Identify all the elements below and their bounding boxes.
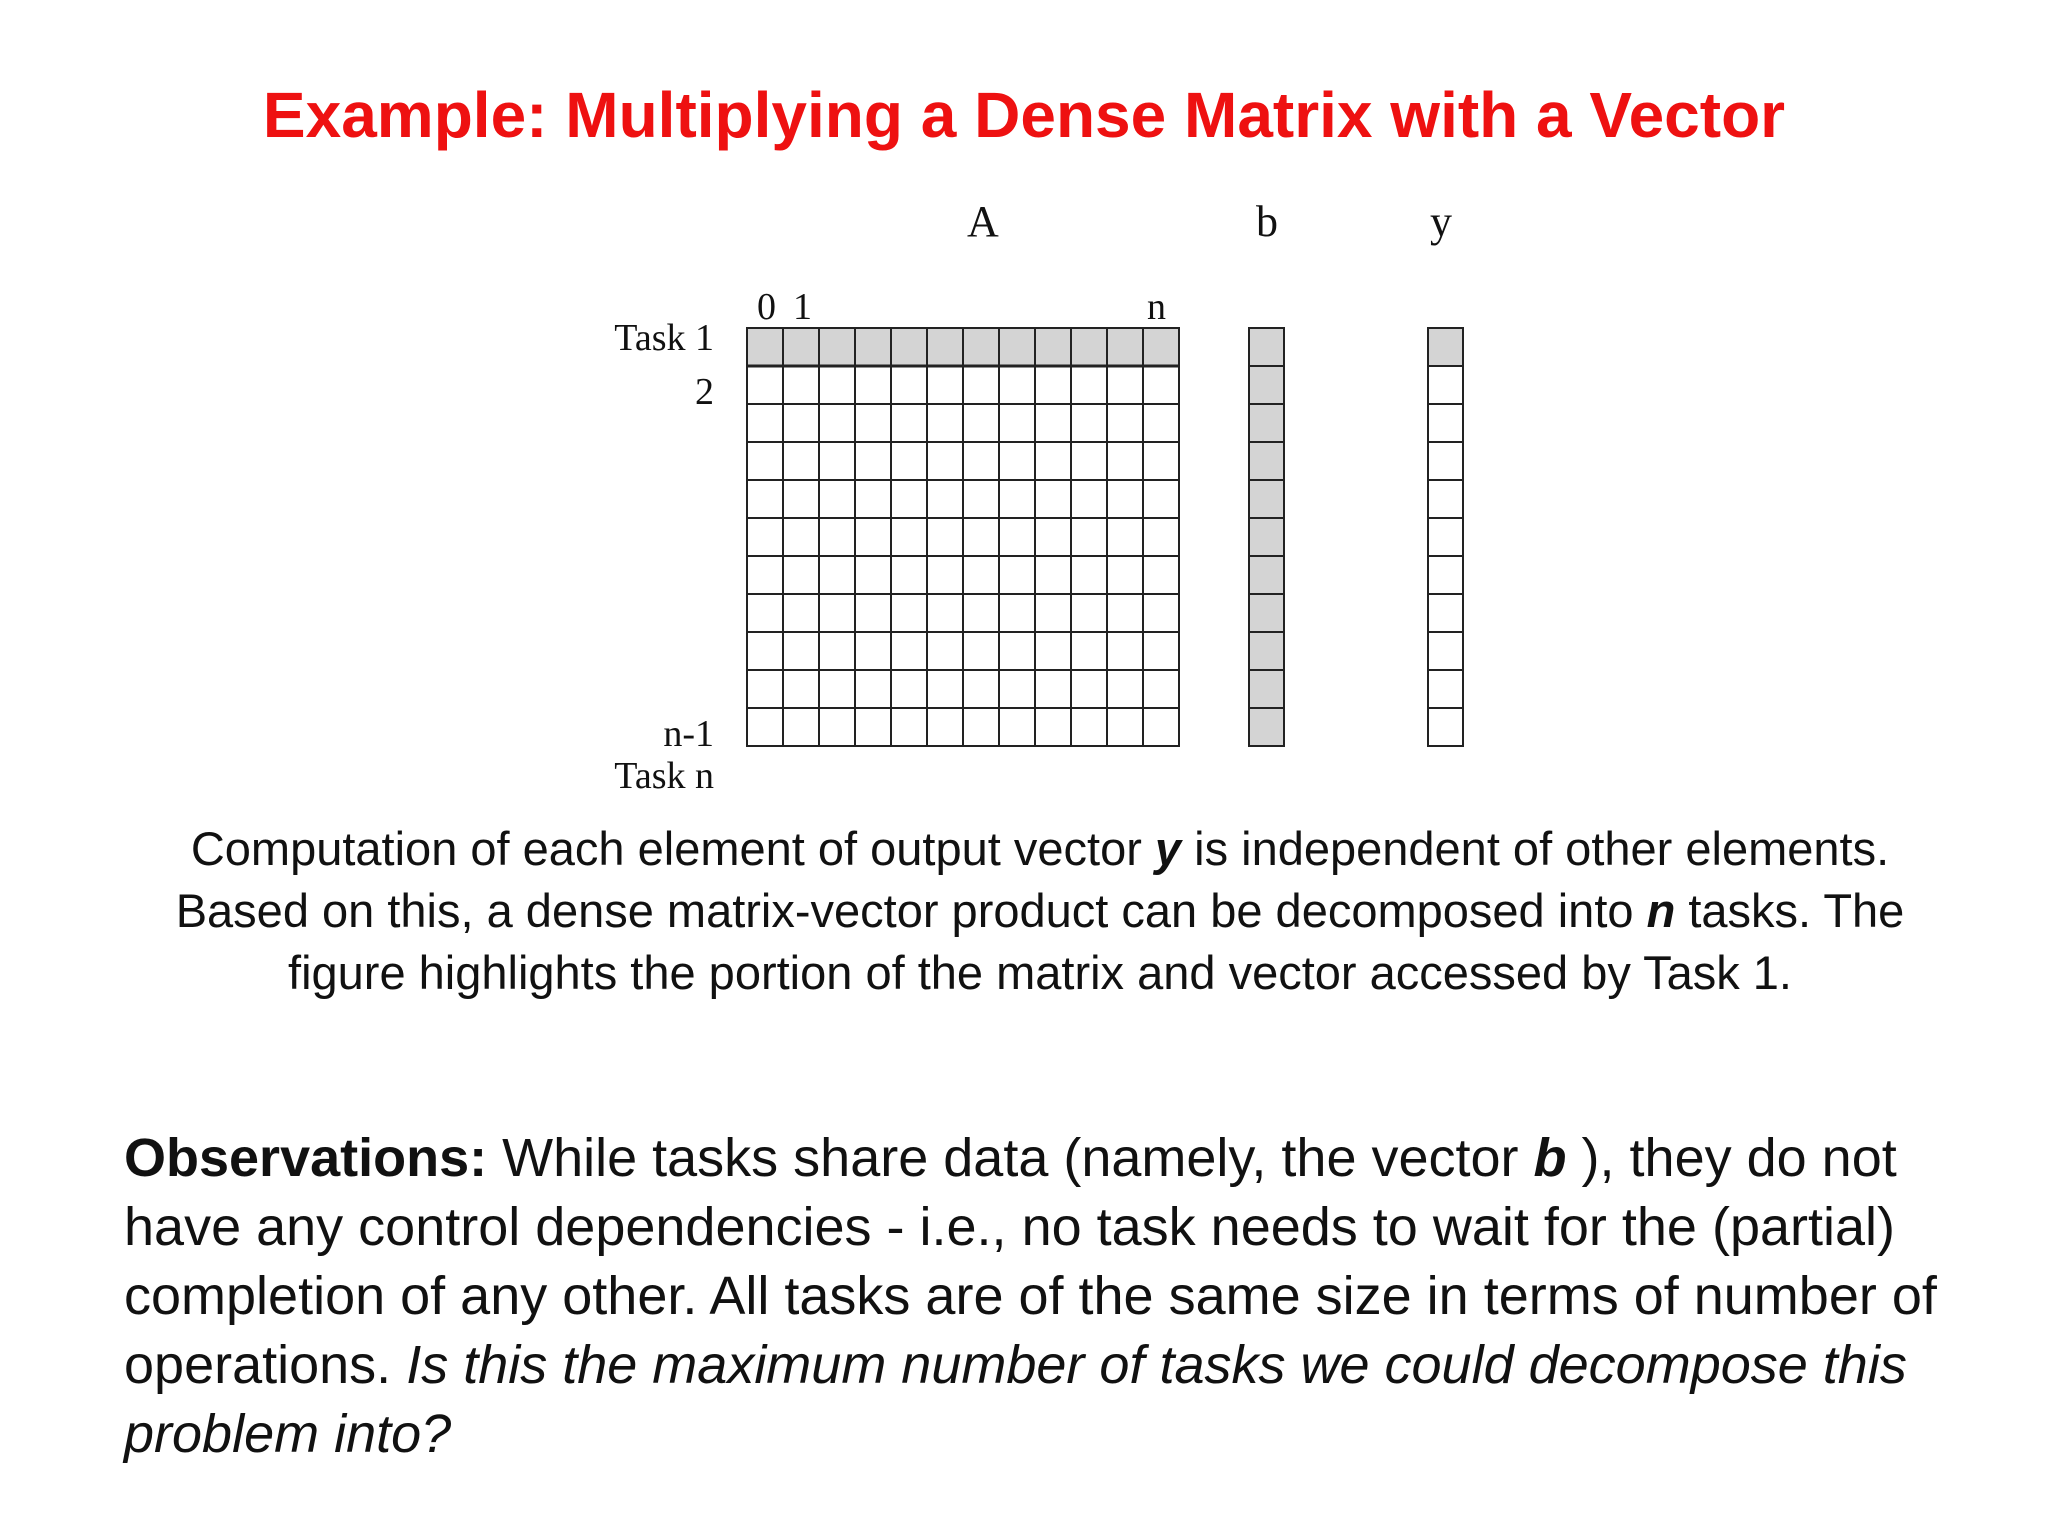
matrix-cell xyxy=(891,480,927,518)
matrix-cell xyxy=(747,708,783,746)
matrix-cell xyxy=(747,404,783,442)
matrix-cell xyxy=(1035,594,1071,632)
matrix-cell xyxy=(1035,518,1071,556)
matrix-cell xyxy=(963,404,999,442)
matrix-cell xyxy=(819,366,855,404)
vector-y-cell xyxy=(1428,518,1463,556)
matrix-cell xyxy=(999,594,1035,632)
matrix-cell xyxy=(927,670,963,708)
row-label-2: 2 xyxy=(695,371,714,413)
matrix-cell xyxy=(783,594,819,632)
vector-b-cell-shaded xyxy=(1249,366,1284,404)
matrix-cell xyxy=(819,670,855,708)
matrix-cell xyxy=(927,442,963,480)
observations-paragraph xyxy=(124,1124,1964,1469)
row-label-task-n: Task n xyxy=(614,755,714,797)
observations-question: Is this the maximum number of tasks we could decompose this problem into? xyxy=(124,1335,1907,1464)
matrix-cell xyxy=(783,708,819,746)
matrix-cell xyxy=(927,556,963,594)
matrix-cell xyxy=(855,518,891,556)
vector-y-cell xyxy=(1428,670,1463,708)
matrix-cell xyxy=(1143,594,1179,632)
matrix-cell xyxy=(747,442,783,480)
matrix-cell xyxy=(891,594,927,632)
matrix-cell xyxy=(1035,404,1071,442)
vector-b-cell-shaded xyxy=(1249,708,1284,746)
vector-y-label: y xyxy=(1430,197,1452,246)
matrix-cell xyxy=(819,404,855,442)
matrix-cell xyxy=(819,594,855,632)
matrix-cell-shaded xyxy=(1071,328,1107,366)
vector-b-cell-shaded xyxy=(1249,480,1284,518)
matrix-cell xyxy=(855,480,891,518)
matrix-cell-shaded xyxy=(747,328,783,366)
slide-title: Example: Multiplying a Dense Matrix with a Vector xyxy=(262,79,1786,151)
matrix-cell xyxy=(1035,632,1071,670)
matrix-cell xyxy=(819,632,855,670)
matrix-cell xyxy=(963,442,999,480)
matrix-cell xyxy=(1143,442,1179,480)
matrix-cell xyxy=(783,518,819,556)
matrix-cell xyxy=(1071,632,1107,670)
matrix-cell xyxy=(1107,518,1143,556)
matrix-cell xyxy=(855,442,891,480)
matrix-cell xyxy=(1035,442,1071,480)
matrix-cell xyxy=(999,442,1035,480)
matrix-cell xyxy=(747,556,783,594)
matrix-cell-shaded xyxy=(783,328,819,366)
matrix-cell xyxy=(855,632,891,670)
matrix-cell xyxy=(999,518,1035,556)
row-label-n-minus-1: n-1 xyxy=(663,713,714,755)
matrix-cell xyxy=(855,670,891,708)
matrix-cell xyxy=(999,366,1035,404)
matrix-cell xyxy=(1143,404,1179,442)
matrix-cell xyxy=(891,556,927,594)
matrix-cell xyxy=(927,632,963,670)
caption-text-1: Computation of each element of output vector xyxy=(190,822,1155,875)
matrix-cell xyxy=(783,670,819,708)
matrix-cell xyxy=(783,480,819,518)
matrix-cell xyxy=(855,594,891,632)
matrix-cell xyxy=(1035,366,1071,404)
matrix-cell-shaded xyxy=(855,328,891,366)
matrix-cell-shaded xyxy=(963,328,999,366)
matrix-cell xyxy=(1143,632,1179,670)
matrix-cell-shaded xyxy=(927,328,963,366)
figure-caption xyxy=(120,818,1960,1004)
matrix-cell xyxy=(1107,708,1143,746)
matrix-cell xyxy=(891,366,927,404)
matrix-cell xyxy=(1143,366,1179,404)
matrix-a-label: A xyxy=(967,197,999,246)
matrix-cell xyxy=(1035,708,1071,746)
matrix-cell xyxy=(855,404,891,442)
matrix-cell xyxy=(963,708,999,746)
matrix-cell xyxy=(927,404,963,442)
matrix-cell xyxy=(747,366,783,404)
matrix-cell-shaded xyxy=(1143,328,1179,366)
matrix-cell xyxy=(963,556,999,594)
vector-y-cell xyxy=(1428,708,1463,746)
matrix-cell xyxy=(1107,556,1143,594)
matrix-cell xyxy=(927,518,963,556)
caption-text-2: is independent of other elements. Based on this, a dense matrix-vector product can be decomposed into xyxy=(175,822,1890,937)
matrix-cell xyxy=(747,632,783,670)
matrix-cell-shaded xyxy=(819,328,855,366)
vector-y-cell xyxy=(1428,632,1463,670)
vector-b-cell-shaded xyxy=(1249,404,1284,442)
caption-text-3: tasks. The figure highlights the portion of the matrix and vector accessed by Task 1. xyxy=(288,884,1905,999)
matrix-cell xyxy=(963,670,999,708)
matrix-cell xyxy=(1071,442,1107,480)
matrix-cell xyxy=(1143,556,1179,594)
matrix-cell xyxy=(1107,594,1143,632)
matrix-cell xyxy=(819,556,855,594)
matrix-cell xyxy=(783,556,819,594)
matrix-a-grid xyxy=(747,328,1179,746)
vector-b-cell-shaded xyxy=(1249,594,1284,632)
matrix-cell xyxy=(1107,442,1143,480)
matrix-cell xyxy=(963,518,999,556)
matrix-cell-shaded xyxy=(1035,328,1071,366)
matrix-cell xyxy=(891,404,927,442)
vector-y-cell-shaded xyxy=(1428,328,1463,366)
matrix-cell xyxy=(1143,670,1179,708)
matrix-cell-shaded xyxy=(999,328,1035,366)
matrix-cell xyxy=(783,632,819,670)
vector-b-label: b xyxy=(1256,197,1278,246)
matrix-cell xyxy=(999,480,1035,518)
caption-n-symbol: n xyxy=(1646,884,1676,937)
matrix-cell xyxy=(891,670,927,708)
matrix-cell xyxy=(1143,708,1179,746)
vector-b-cell-shaded xyxy=(1249,518,1284,556)
matrix-cell xyxy=(891,442,927,480)
matrix-cell xyxy=(999,670,1035,708)
column-label-0: 0 xyxy=(757,286,776,328)
matrix-cell xyxy=(963,480,999,518)
matrix-cell xyxy=(1071,670,1107,708)
matrix-cell xyxy=(747,480,783,518)
matrix-cell xyxy=(1071,556,1107,594)
matrix-cell xyxy=(819,480,855,518)
observations-heading: Observations: xyxy=(124,1128,488,1188)
vector-y-column xyxy=(1428,328,1463,746)
vector-b-cell-shaded xyxy=(1249,556,1284,594)
matrix-cell xyxy=(783,404,819,442)
vector-b-cell-shaded xyxy=(1249,670,1284,708)
observations-b-symbol: b xyxy=(1533,1128,1567,1188)
observations-text-1: While tasks share data (namely, the vector xyxy=(487,1128,1534,1188)
row-label-task-1: Task 1 xyxy=(614,317,714,359)
vector-y-cell xyxy=(1428,480,1463,518)
matrix-cell xyxy=(855,366,891,404)
matrix-cell xyxy=(1143,518,1179,556)
vector-y-cell xyxy=(1428,366,1463,404)
matrix-cell xyxy=(1071,404,1107,442)
matrix-cell xyxy=(999,632,1035,670)
matrix-cell xyxy=(927,594,963,632)
matrix-cell xyxy=(819,442,855,480)
matrix-cell xyxy=(999,404,1035,442)
matrix-cell xyxy=(855,556,891,594)
vector-b-column xyxy=(1249,328,1284,746)
matrix-cell xyxy=(891,632,927,670)
matrix-cell xyxy=(891,708,927,746)
matrix-cell xyxy=(747,670,783,708)
observations-text-2: ), they do not have any control dependencies - i.e., no task needs to wait for the (partial) completion of any other. All tasks are of the same size in terms of number of operations. xyxy=(124,1128,1937,1395)
matrix-cell xyxy=(1071,594,1107,632)
matrix-cell xyxy=(747,594,783,632)
matrix-cell xyxy=(891,518,927,556)
matrix-cell xyxy=(1107,632,1143,670)
vector-y-cell xyxy=(1428,442,1463,480)
column-label-1: 1 xyxy=(793,286,812,328)
matrix-cell xyxy=(1035,556,1071,594)
matrix-cell xyxy=(819,518,855,556)
matrix-cell xyxy=(819,708,855,746)
matrix-cell xyxy=(1107,480,1143,518)
matrix-cell xyxy=(1107,404,1143,442)
vector-b-cell-shaded xyxy=(1249,442,1284,480)
matrix-cell xyxy=(747,518,783,556)
matrix-cell xyxy=(1107,670,1143,708)
matrix-cell xyxy=(783,442,819,480)
matrix-cell xyxy=(1035,480,1071,518)
matrix-cell xyxy=(963,594,999,632)
matrix-cell xyxy=(783,366,819,404)
matrix-cell xyxy=(927,366,963,404)
matrix-cell xyxy=(1107,366,1143,404)
vector-y-cell xyxy=(1428,594,1463,632)
column-label-n: n xyxy=(1147,286,1166,328)
vector-y-cell xyxy=(1428,556,1463,594)
caption-y-symbol: y xyxy=(1154,822,1182,875)
matrix-cell xyxy=(1071,480,1107,518)
matrix-cell xyxy=(1143,480,1179,518)
matrix-cell xyxy=(1071,366,1107,404)
vector-y-cell xyxy=(1428,404,1463,442)
matrix-cell xyxy=(963,632,999,670)
matrix-cell-shaded xyxy=(1107,328,1143,366)
matrix-cell xyxy=(927,480,963,518)
matrix-cell xyxy=(999,708,1035,746)
matrix-cell xyxy=(927,708,963,746)
matrix-cell xyxy=(1071,708,1107,746)
matrix-cell xyxy=(1071,518,1107,556)
matrix-cell xyxy=(855,708,891,746)
vector-b-cell-shaded xyxy=(1249,632,1284,670)
matrix-cell xyxy=(999,556,1035,594)
matrix-cell xyxy=(1035,670,1071,708)
vector-b-cell-shaded xyxy=(1249,328,1284,366)
matrix-cell xyxy=(963,366,999,404)
matrix-cell-shaded xyxy=(891,328,927,366)
